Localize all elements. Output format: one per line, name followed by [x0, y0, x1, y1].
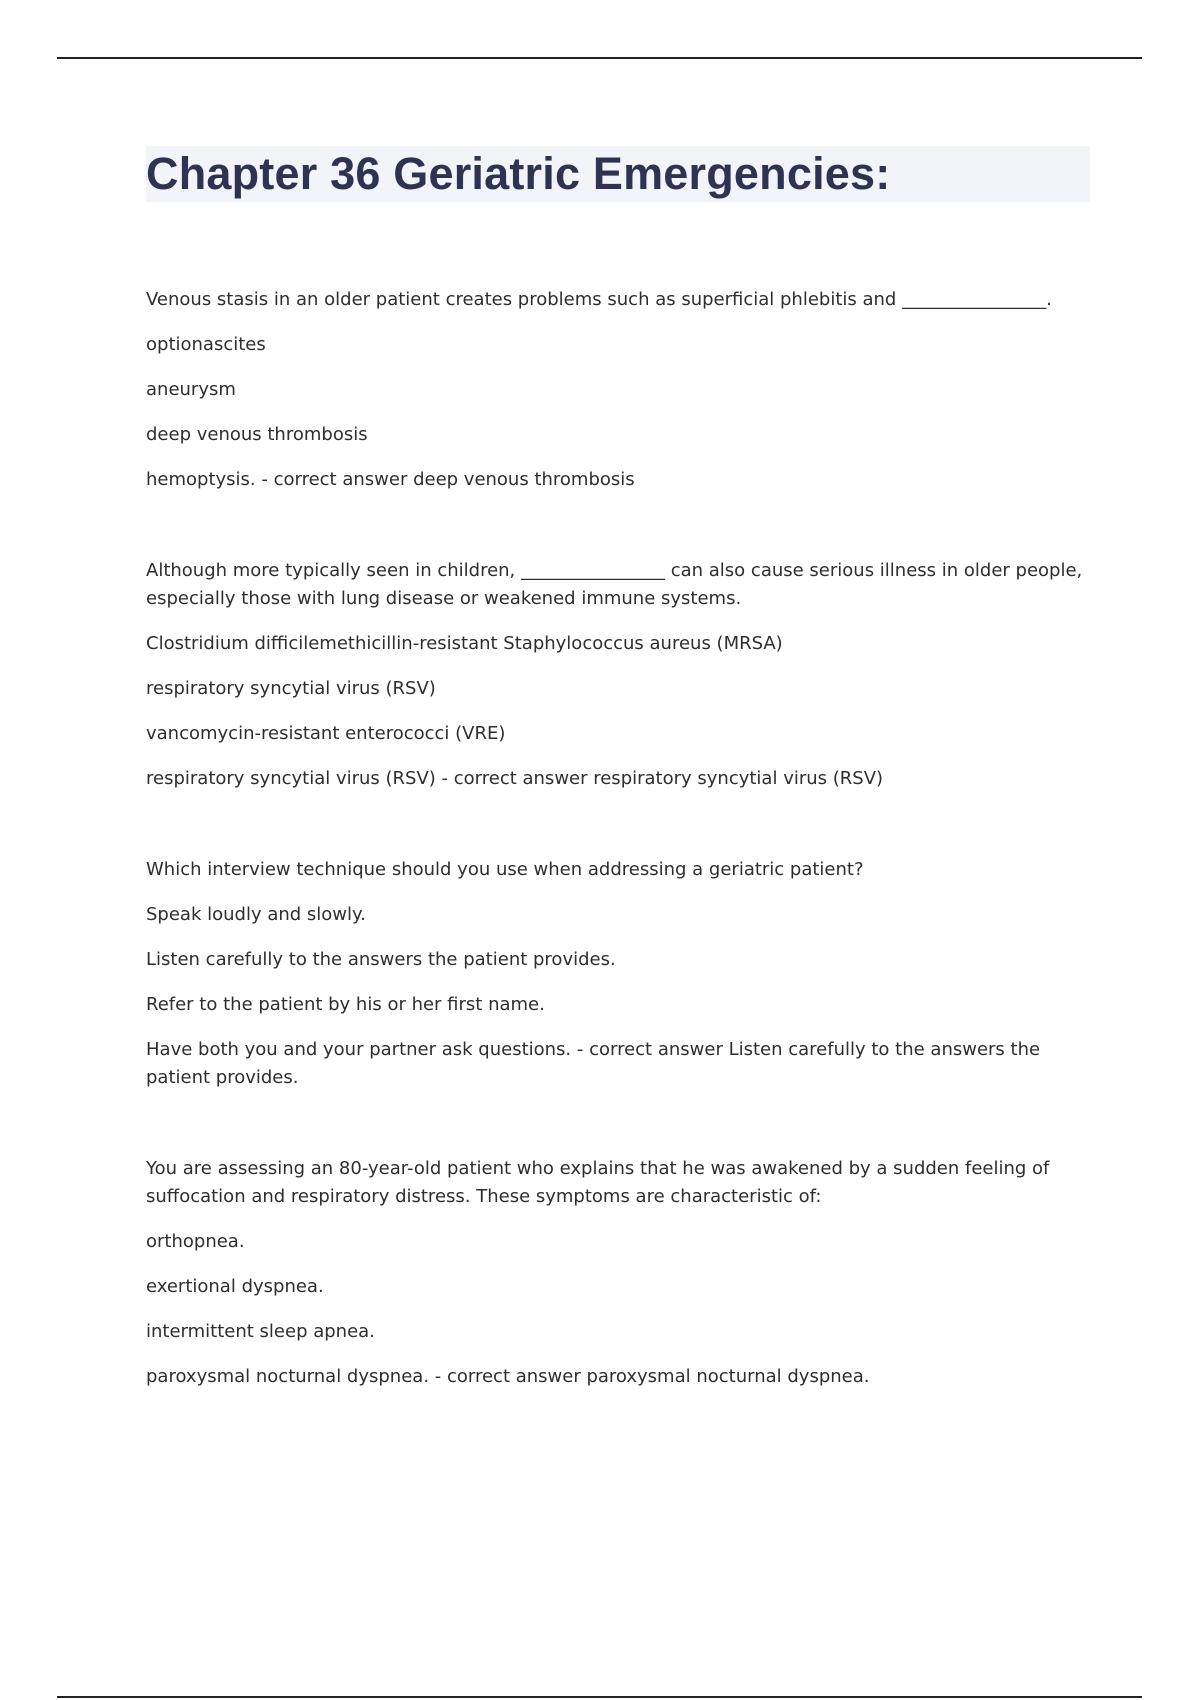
question-4-prompt: You are assessing an 80-year-old patient who explains that he was awakened by a sudden feeling of suffocation and respiratory distress. These symptoms are characteristic of:: [146, 1158, 1050, 1207]
question-1-option-2: aneurysm: [146, 379, 236, 400]
question-1-option-1: optionascites: [146, 334, 266, 355]
page-title: Chapter 36 Geriatric Emergencies:: [146, 148, 891, 199]
title-band: [146, 146, 1090, 202]
question-2-option-2: respiratory syncytial virus (RSV): [146, 678, 436, 699]
document-page: [146, 146, 1090, 1408]
question-3-answer: Have both you and your partner ask questions. - correct answer Listen carefully to the answers the patient provides.: [146, 1039, 1041, 1088]
question-4-answer: paroxysmal nocturnal dyspnea. - correct answer paroxysmal nocturnal dyspnea.: [146, 1366, 870, 1387]
bottom-rule: [57, 1696, 1142, 1698]
question-1-prompt: Venous stasis in an older patient creates problems such as superficial phlebitis and ________________.: [146, 289, 1052, 310]
question-4-option-1: orthopnea.: [146, 1231, 245, 1252]
question-spacer: [146, 1109, 1090, 1155]
question-2-option-1: Clostridium difficilemethicillin-resistant Staphylococcus aureus (MRSA): [146, 633, 783, 654]
question-4-option-3: intermittent sleep apnea.: [146, 1321, 375, 1342]
question-2: [146, 557, 1090, 793]
top-rule: [57, 57, 1142, 59]
question-1-option-3: deep venous thrombosis: [146, 424, 368, 445]
question-4: [146, 1155, 1090, 1391]
question-2-prompt: Although more typically seen in children, ________________ can also cause serious illness in older people, especially those with lung disease or weakened immune systems.: [146, 560, 1083, 609]
question-spacer: [146, 810, 1090, 856]
question-3-prompt: Which interview technique should you use when addressing a geriatric patient?: [146, 859, 864, 880]
question-3-option-3: Refer to the patient by his or her first name.: [146, 994, 545, 1015]
question-3: [146, 856, 1090, 1092]
question-2-option-3: vancomycin-resistant enterococci (VRE): [146, 723, 506, 744]
question-4-option-2: exertional dyspnea.: [146, 1276, 324, 1297]
question-3-option-2: Listen carefully to the answers the patient provides.: [146, 949, 616, 970]
question-2-answer: respiratory syncytial virus (RSV) - correct answer respiratory syncytial virus (RSV): [146, 768, 884, 789]
question-spacer: [146, 511, 1090, 557]
question-3-option-1: Speak loudly and slowly.: [146, 904, 366, 925]
question-1: [146, 286, 1090, 494]
question-1-answer: hemoptysis. - correct answer deep venous thrombosis: [146, 469, 635, 490]
